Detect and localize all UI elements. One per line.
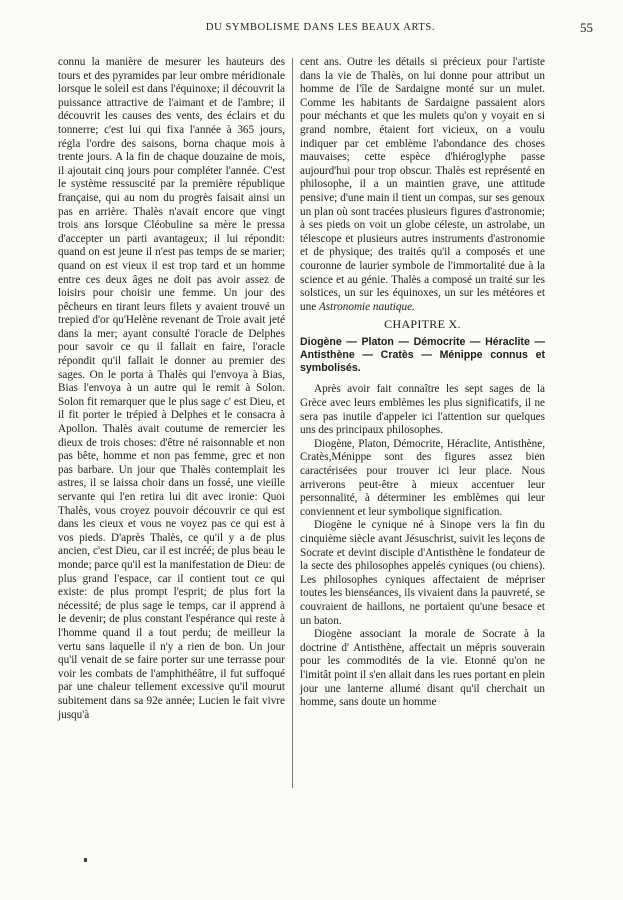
chapter-title: CHAPITRE X. bbox=[384, 317, 461, 332]
column-divider bbox=[292, 58, 293, 788]
right-column bbox=[300, 56, 545, 710]
page-number: 55 bbox=[580, 20, 593, 35]
running-title: DU SYMBOLISME DANS LES BEAUX ARTS. bbox=[205, 22, 436, 33]
paragraph: Après avoir fait connaître les sept sages de la Grèce avec leurs emblèmes les plus significatifs, il ne sera pas inutile d'appeler ici l'attention sur quelques uns des principaux philosophes. bbox=[300, 383, 545, 437]
paragraph: Diogène associant la morale de Socrate à la doctrine d' Antisthène, affectait un mépris souverain pour les commodités de la vie. Etonné qu'on ne l'imitât point il s'en allait dans les rues portant en plein jour une lanterne allumé disant qu'il cherchait un homme, sans doute un homme bbox=[300, 628, 545, 709]
paragraph-text: cent ans. Outre les détails si précieux pour l'artiste dans la vie de Thalès, on lui donne pour attribut un homme de l'île de Sardaigne monté sur un mulet. Comme les habitants de Sardaigne passaient alors pour méchants et que les mulets qu'on y voyait en si grand nombre, étaient fort vicieux, on a voulu indiquer par cet emblème l'abondance des choses mauvaises; cette espèce d'hiéroglyphe passe aujourd'hui pour trop obscur. Thalès est représenté en philosophe, il a un maintien grave, une attitude pensive; d'une main il tient un compas, sur ses genoux un plan où sont tracées plusieurs figures d'astronomie; à ses pieds on voit un globe céleste, un astrolabe, un télescope et plusieurs autres instruments d'astronomie et de physique; des traités qu'il a composés et une couronne de laurier symbole de l'immortalité due à la science et au génie. Thalès a composé un traité sur les solstices, un sur les équinoxes, un sur les météores et une bbox=[300, 56, 545, 313]
chapter-summary: Diogène — Platon — Démocrite — Héraclite — Antisthène — Cratès — Ménippe connus et symbolisés. bbox=[300, 335, 545, 375]
paragraph bbox=[300, 56, 545, 314]
page-header bbox=[48, 22, 593, 40]
paragraph: connu la manière de mesurer les hauteurs des tours et des pyramides par leur ombre méridionale lorsque le soleil est dans l'équinoxe; il découvrit la puissance attractive de l'aimant et de l'ambre; il découvrit les causes des vents, des éclairs et du tonnerre; c'est lui qui fixa l'année à 365 jours, régla l'ordre des saisons, borna chaque mois à trente jours. A la fin de chaque douzaine de mois, il ajoutait cinq jours pour compléter l'année. C'est le système ressuscité par la première république française, qui au nom du progrès faisait ainsi un pas en arrière. Thalès n'avait encore que vingt trois ans lorsque Cléobuline sa mère le pressa d'accepter un parti avantageux; il lui répondit: quand on est jeune il n'est pas temps de se marier; quand on est vieux il est trop tard et un homme entre ces deux âges ne doit pas avoir assez de loisirs pour choisir une femme. Un jour des pêcheurs en tirant leurs filets y avaient trouvé un trepied d'or qu'Helène revenant de Troie avait jeté dans la mer; ayant consulté l'oracle de Delphes pour savoir ce qu il fallait en faire, l'oracle répondit qu'il fallait le donner au premier des sages. On le porta à Thalès qui l'envoya à Bias, Bias l'envoya à un autre qui le remit à Solon. Solon fit remarquer que le plus sage c' est Dieu, et il fit porter le trépied à Delphes et le consacra à Apollon. Thalès avait coutume de remercier les dieux de trois choses: d'être né raisonnable et non pas bête, homme et non pas femme, grec et non pas barbare. Un jour que Thalès contemplait les astres, il se laissa choir dans un fossé, une vieille servante qui l'en retira lui dit avec ironie: Quoi Thalès, vous croyez pouvoir découvrir ce qui est dans les cieux et vous ne voyez pas ce qui est à vos pieds. D'après Thalès, ce qu'il y a de plus ancien, c'est Dieu, car il est incréé; de plus beau le monde; parce qu'il est la manifestation de Dieu: de plus grand l'espace, car il contient tout ce qui existe: de plus prompt l'esprit; de plus fort la nécessité; de plus sage le temps, car il apprend à le devenir; de plus constant l'espérance qui reste à l'homme quand il a tout perdu; de meilleur la vertu sans laquelle il n'y a rien de bon. Un jour qu'il venait de se faire porter sur une terrasse pour voir les combats de l'amphithéâtre, il fut suffoqué par une chaleur tellement excessive qu'il mourut subitement dans sa 92e année; Lucien le fait vivre jusqu'à bbox=[58, 56, 285, 721]
paragraph: Diogène, Platon, Démocrite, Héraclite, Antisthène, Cratès,Ménippe sont des figures assez bien caractérisées pour trouver ici leur place. Nous arriverons peut-être à mieux accentuer leur personnalité, à déterminer les emblèmes qui leur conviennent et leur symbolique signification. bbox=[300, 437, 545, 518]
left-column bbox=[58, 56, 285, 722]
paragraph: Diogène le cynique né à Sinope vers la fin du cinquième siècle avant Jésuschrist, suivit les leçons de Socrate et devint disciple d'Antisthène le fondateur de la secte des philosophes appelés cyniques (ou chiens). Les philosophes cyniques affectaient de mépriser toutes les bienséances, ils vivaient dans la pauvreté, se couvraient de haillons, ne portaient qu'une besace et un baton. bbox=[300, 519, 545, 627]
ink-speck bbox=[84, 858, 87, 862]
italic-title: Astronomie nautique. bbox=[318, 300, 415, 313]
